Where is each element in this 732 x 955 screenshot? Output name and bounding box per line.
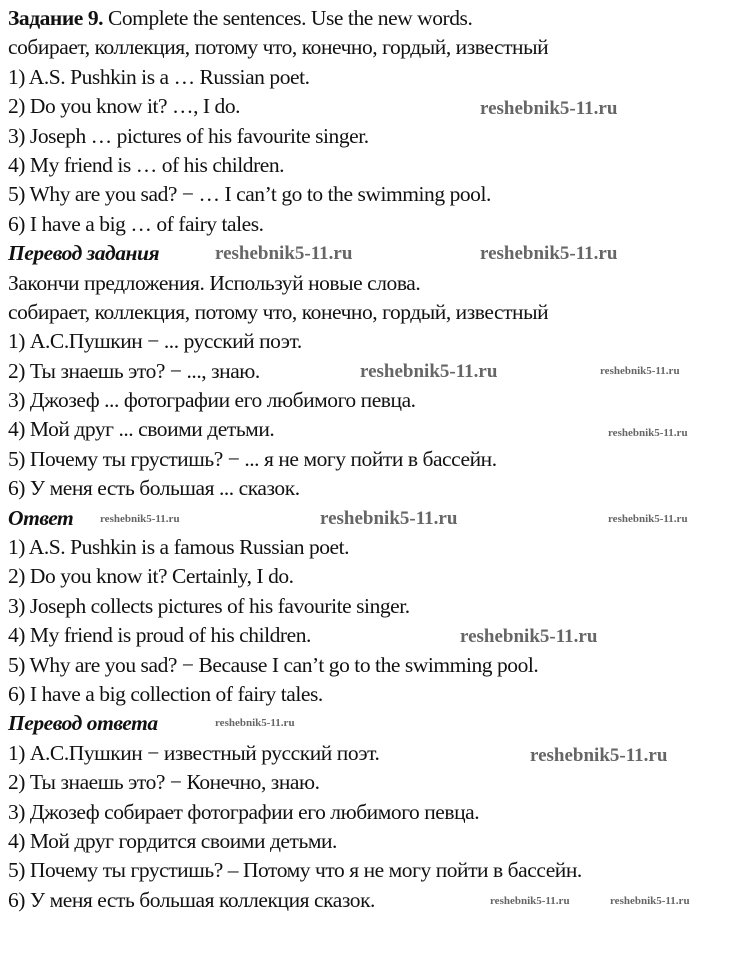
- watermark: reshebnik5-11.ru: [360, 361, 498, 382]
- translation-sentence: 3) Джозеф ... фотографии его любимого певца.: [8, 388, 416, 413]
- watermark: reshebnik5-11.ru: [490, 895, 570, 907]
- watermark: reshebnik5-11.ru: [480, 98, 618, 119]
- answer-sentence: 4) My friend is proud of his children.: [8, 623, 311, 648]
- answer-translation-sentence: 4) Мой друг гордится своими детьми.: [8, 828, 337, 853]
- watermark: reshebnik5-11.ru: [215, 243, 353, 264]
- task-sentence: 1) A.S. Pushkin is a … Russian poet.: [8, 64, 310, 89]
- translation-sentence: 2) Ты знаешь это? − ..., знаю.: [8, 358, 260, 383]
- answer-translation-sentence: 6) У меня есть большая коллекция сказок.: [8, 887, 375, 912]
- task-sentence: 5) Why are you sad? − … I can’t go to the swimming pool.: [8, 182, 491, 207]
- task-title: Задание 9.: [8, 6, 104, 30]
- answer-translation-sentence: 2) Ты знаешь это? − Конечно, знаю.: [8, 770, 320, 795]
- answer-sentence: 6) I have a big collection of fairy tales.: [8, 681, 323, 706]
- answer-sentence: 3) Joseph collects pictures of his favourite singer.: [8, 593, 410, 618]
- watermark: reshebnik5-11.ru: [215, 717, 295, 729]
- task-sentence: 4) My friend is … of his children.: [8, 152, 285, 177]
- answer-sentence: 1) A.S. Pushkin is a famous Russian poet.: [8, 535, 350, 560]
- exercise-document: [8, 4, 732, 915]
- watermark: reshebnik5-11.ru: [460, 626, 598, 647]
- watermark: reshebnik5-11.ru: [608, 427, 688, 439]
- answer-sentence: 5) Why are you sad? − Because I can’t go to the swimming pool.: [8, 652, 539, 677]
- task-sentence: 6) I have a big … of fairy tales.: [8, 211, 264, 236]
- answer-sentence: 2) Do you know it? Certainly, I do.: [8, 564, 294, 589]
- translation-sentence: 4) Мой друг ... своими детьми.: [8, 417, 275, 442]
- translation-sentence: 1) А.С.Пушкин − ... русский поэт.: [8, 329, 302, 354]
- translation-sentence: 5) Почему ты грустишь? − ... я не могу пойти в бассейн.: [8, 446, 497, 471]
- watermark: reshebnik5-11.ru: [480, 243, 618, 264]
- watermark: reshebnik5-11.ru: [100, 513, 180, 525]
- answer-translation-sentence: 3) Джозеф собирает фотографии его любимого певца.: [8, 799, 480, 824]
- task-translation-heading: Перевод задания: [8, 241, 160, 266]
- task-translation-instruction: Закончи предложения. Используй новые слова.: [8, 270, 421, 295]
- watermark: reshebnik5-11.ru: [600, 365, 680, 377]
- answer-heading: Ответ: [8, 505, 74, 530]
- task-sentence: 3) Joseph … pictures of his favourite singer.: [8, 123, 369, 148]
- watermark: reshebnik5-11.ru: [320, 508, 458, 529]
- task-sentence: 2) Do you know it? …, I do.: [8, 94, 241, 119]
- word-list-translation: собирает, коллекция, потому что, конечно, гордый, известный: [8, 299, 549, 324]
- word-list: собирает, коллекция, потому что, конечно, гордый, известный: [8, 35, 549, 60]
- watermark: reshebnik5-11.ru: [608, 513, 688, 525]
- answer-translation-heading: Перевод ответа: [8, 711, 158, 736]
- task-header: [8, 4, 732, 33]
- answer-translation-sentence: 1) А.С.Пушкин − известный русский поэт.: [8, 740, 380, 765]
- watermark: reshebnik5-11.ru: [530, 745, 668, 766]
- answer-translation-sentence: 5) Почему ты грустишь? – Потому что я не могу пойти в бассейн.: [8, 858, 582, 883]
- translation-sentence: 6) У меня есть большая ... сказок.: [8, 476, 300, 501]
- watermark: reshebnik5-11.ru: [610, 895, 690, 907]
- task-instruction: Complete the sentences. Use the new words.: [107, 6, 473, 30]
